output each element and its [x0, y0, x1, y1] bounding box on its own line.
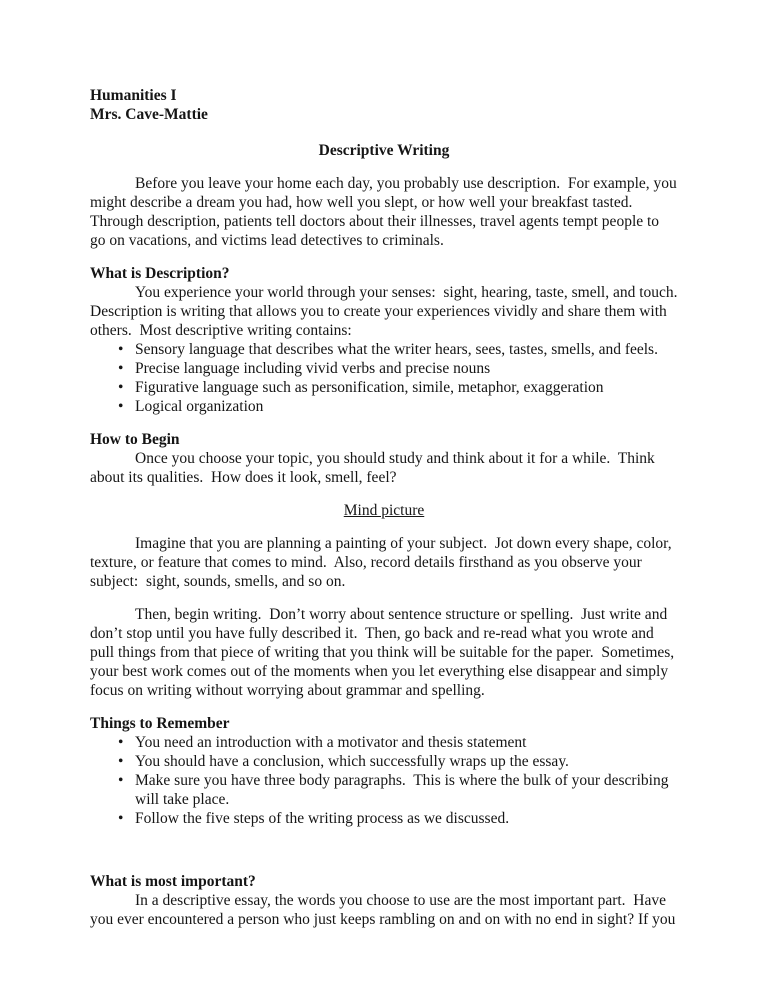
section-how-to-begin — [90, 430, 678, 487]
section-what-is-most-important — [90, 872, 678, 929]
section-what-is-description — [90, 264, 686, 416]
bullet-item: • Follow the five steps of the writing process as we discussed. — [90, 809, 678, 828]
bullet-item: • Logical organization — [90, 397, 678, 416]
remember-bullet-list — [90, 733, 678, 828]
heading-mind-picture: Mind picture — [343, 502, 425, 519]
what-is-most-important-paragraph: In a descriptive essay, the words you choose to use are the most important part. Have you ever encountered a person who just keeps rambling on and on with no end in sight? If you — [90, 892, 676, 928]
heading-what-is-most-important: What is most important? — [90, 873, 256, 890]
bullet-item: • Make sure you have three body paragraphs. This is where the bulk of your describing will take place. — [90, 771, 678, 809]
heading-how-to-begin: How to Begin — [90, 431, 180, 448]
document-title: Descriptive Writing — [318, 142, 450, 159]
section-things-to-remember — [90, 714, 678, 828]
heading-things-to-remember: Things to Remember — [90, 715, 230, 732]
document-header — [90, 86, 678, 124]
bullet-item: • You should have a conclusion, which successfully wraps up the essay. — [90, 752, 678, 771]
bullet-item: • Figurative language such as personification, simile, metaphor, exaggeration — [90, 378, 678, 397]
bullet-item: • Sensory language that describes what the writer hears, sees, tastes, smells, and feels. — [90, 340, 678, 359]
course-name: Humanities I — [90, 87, 177, 104]
mind-picture-paragraph-2: Then, begin writing. Don’t worry about sentence structure or spelling. Just write and don’t stop until you have fully described it. Then, go back and re-read what you wrote and pull things from that piece of writing that you think will be suitable for the paper. Sometimes, your best work comes out of the moments when you let everything else disappear and simply focus on writing without worrying about grammar and spelling. — [90, 606, 679, 699]
teacher-name: Mrs. Cave-Mattie — [90, 106, 208, 123]
mind-picture-paragraph-1: Imagine that you are planning a painting of your subject. Jot down every shape, color, texture, or feature that comes to mind. Also, record details firsthand as you observe your subject: sight, sounds, smells, and so on. — [90, 535, 676, 590]
bullet-item: • Precise language including vivid verbs and precise nouns — [90, 359, 678, 378]
section-mind-picture — [90, 501, 678, 700]
description-bullet-list — [90, 340, 678, 416]
how-to-begin-paragraph: Once you choose your topic, you should study and think about it for a while. Think about its qualities. How does it look, smell, feel? — [90, 450, 659, 486]
intro-paragraph: Before you leave your home each day, you probably use description. For example, you might describe a dream you had, how well you slept, or how well your breakfast tasted. Through description, patients tell doctors about their illnesses, travel agents tempt people to go on vacations, and victims lead detectives to criminals. — [90, 175, 681, 249]
bullet-item: • You need an introduction with a motivator and thesis statement — [90, 733, 678, 752]
what-is-description-paragraph: You experience your world through your senses: sight, hearing, taste, smell, and touch. Description is writing that allows you to create your experiences vividly and share them with others. Most descriptive writing contains: — [90, 284, 686, 339]
heading-what-is-description: What is Description? — [90, 265, 230, 282]
